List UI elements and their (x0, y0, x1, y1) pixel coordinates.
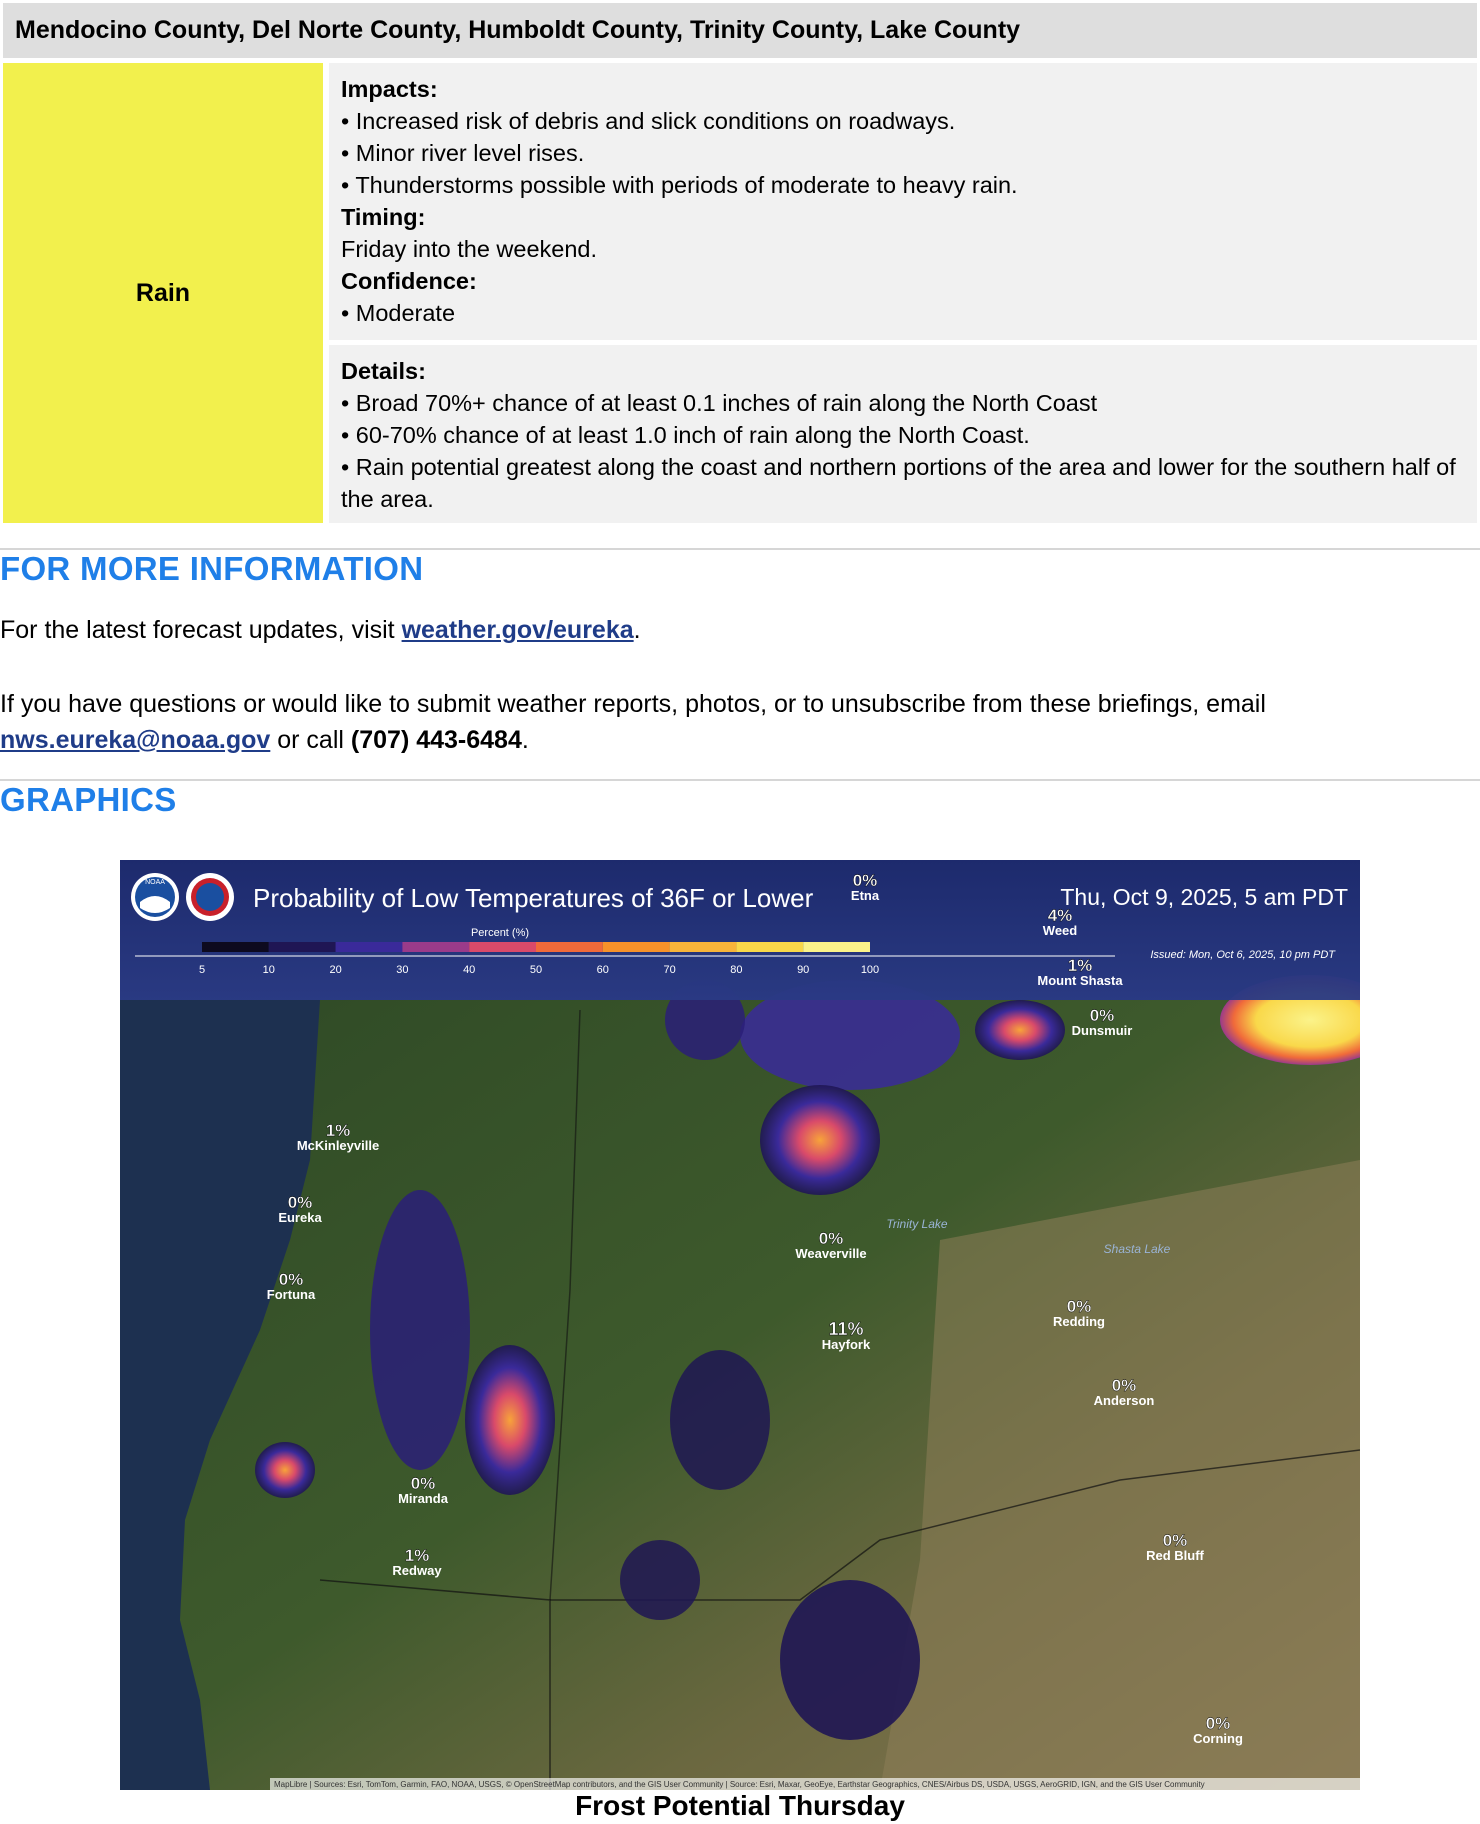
legend-tick: 80 (730, 964, 743, 976)
map-sources: MapLibre | Sources: Esri, TomTom, Garmin, FAO, NOAA, USGS, © OpenStreetMap contributors, and the GIS User Community | Source: Esri, Maxar, GeoEye, Earthstar Geographics, CNES/Airbus DS, USDA, USGS, AeroGRID, IGN, and the GIS User Community (274, 1780, 1205, 1789)
legend-tick: 90 (797, 964, 810, 976)
contact-text: If you have questions or would like to submit weather reports, photos, or to unsubscribe from these briefings, email (0, 690, 1266, 718)
frost-map (120, 860, 1360, 1790)
detail-item: • Broad 70%+ chance of at least 0.1 inches of rain along the North Coast (341, 390, 1098, 416)
place-name: Mount Shasta (1037, 973, 1123, 988)
legend-tick: 50 (529, 964, 543, 976)
hazard-table (3, 3, 1477, 528)
place-name: Dunsmuir (1071, 1023, 1133, 1038)
place-name: Anderson (1093, 1393, 1155, 1408)
place-name: Red Bluff (1146, 1548, 1204, 1563)
lake-label: Trinity Lake (886, 1217, 948, 1231)
hazard-type: Rain (135, 278, 191, 307)
place-probability: 0% (1111, 1376, 1137, 1395)
impact-item: • Minor river level rises. (341, 140, 585, 166)
confidence-text: • Moderate (341, 300, 456, 326)
prob-blob (780, 1580, 920, 1740)
details-cell (329, 345, 1477, 523)
legend-tick: 60 (596, 964, 609, 976)
frost-map-svg (120, 860, 1360, 1790)
hazard-row (3, 63, 1477, 528)
legend-swatch (603, 942, 670, 952)
impacts-label: Impacts: (341, 76, 438, 102)
legend-tick: 20 (329, 964, 342, 976)
legend-swatch (803, 942, 870, 952)
map-datetime: Thu, Oct 9, 2025, 5 am PDT (1060, 884, 1348, 910)
place-name: Miranda (398, 1491, 448, 1506)
prob-blob (620, 1540, 700, 1620)
legend-label: Percent (%) (470, 927, 530, 939)
place-name: Redding (1053, 1314, 1105, 1329)
legend-tick: 5 (198, 964, 206, 976)
prob-blob (760, 1085, 880, 1195)
graphics-heading: GRAPHICS (0, 781, 177, 818)
place-probability: 1% (325, 1121, 351, 1140)
place-probability: 0% (410, 1474, 436, 1493)
place-name: Weaverville (795, 1246, 867, 1261)
place-name: Hayfork (821, 1337, 871, 1352)
legend-swatch (536, 942, 603, 952)
map-title: Probability of Low Temperatures of 36F or Lower (253, 883, 814, 913)
legend-swatch (269, 942, 336, 952)
place-name: Weed (1042, 923, 1078, 938)
prob-blob (670, 1350, 770, 1490)
place-probability: 0% (1205, 1714, 1231, 1733)
nws-logo-inner (196, 883, 224, 911)
map-caption: Frost Potential Thursday (575, 1790, 905, 1821)
noaa-logo-text: NOAA (145, 879, 165, 886)
legend-tick: 40 (463, 964, 476, 976)
place-probability: 4% (1047, 906, 1073, 925)
place-name: Fortuna (266, 1287, 316, 1302)
impact-item: • Increased risk of debris and slick conditions on roadways. (341, 108, 956, 134)
hazard-type-cell (3, 63, 323, 523)
impacts-cell (329, 63, 1477, 340)
issued-time: Issued: Mon, Oct 6, 2025, 10 pm PDT (1150, 949, 1335, 961)
place-probability: 0% (1089, 1006, 1115, 1025)
legend-swatch (336, 942, 403, 952)
place-name: McKinleyville (296, 1138, 380, 1153)
place-probability: 0% (818, 1229, 844, 1248)
legend-swatch (736, 942, 803, 952)
place-probability: 1% (1067, 956, 1093, 975)
contact-period: . (521, 726, 529, 754)
place-probability: 0% (1162, 1531, 1188, 1550)
place-probability: 11% (828, 1319, 864, 1339)
legend-swatch (670, 942, 737, 952)
prob-blob (975, 1000, 1065, 1060)
place-name: Etna (850, 888, 880, 903)
contact-or-call: or call (270, 726, 351, 754)
map-header (120, 860, 1360, 1000)
legend-swatch (469, 942, 536, 952)
place-probability: 0% (852, 871, 878, 890)
contact-paragraph (0, 686, 1470, 758)
legend-tick: 10 (262, 964, 275, 976)
email-link[interactable]: nws.eureka@noaa.gov (0, 726, 271, 754)
place-probability: 0% (278, 1270, 304, 1289)
place-probability: 0% (287, 1193, 313, 1212)
legend-swatch (202, 942, 269, 952)
detail-item: • Rain potential greatest along the coast and northern portions of the area and lower for the southern half of the area. (341, 454, 1456, 512)
details-label: Details: (341, 358, 426, 384)
legend-tick: 100 (860, 964, 880, 976)
prob-blob (255, 1442, 315, 1498)
place-probability: 1% (404, 1546, 430, 1565)
timing-text: Friday into the weekend. (341, 236, 598, 262)
forecast-text: For the latest forecast updates, visit (0, 616, 402, 644)
forecast-paragraph (0, 612, 1470, 648)
prob-blob (465, 1345, 555, 1495)
place-name: Eureka (278, 1210, 322, 1225)
confidence-label: Confidence: (341, 268, 477, 294)
legend-swatch (402, 942, 469, 952)
place-name: Redway (392, 1563, 442, 1578)
phone-number: (707) 443-6484 (350, 726, 522, 754)
impact-item: • Thunderstorms possible with periods of moderate to heavy rain. (341, 172, 1018, 198)
prob-blob (370, 1190, 470, 1470)
weather-gov-link[interactable]: weather.gov/eureka (401, 616, 634, 644)
place-name: Corning (1193, 1731, 1243, 1746)
county-header: Mendocino County, Del Norte County, Humboldt County, Trinity County, Lake County (3, 3, 1477, 58)
timing-label: Timing: (341, 204, 426, 230)
divider (0, 779, 1480, 781)
more-info-heading: FOR MORE INFORMATION (0, 550, 424, 587)
legend-tick: 70 (663, 964, 676, 976)
lake-label: Shasta Lake (1103, 1242, 1171, 1256)
place-probability: 0% (1066, 1297, 1092, 1316)
detail-item: • 60-70% chance of at least 1.0 inch of rain along the North Coast. (341, 422, 1030, 448)
forecast-period: . (633, 616, 641, 644)
legend-tick: 30 (396, 964, 409, 976)
